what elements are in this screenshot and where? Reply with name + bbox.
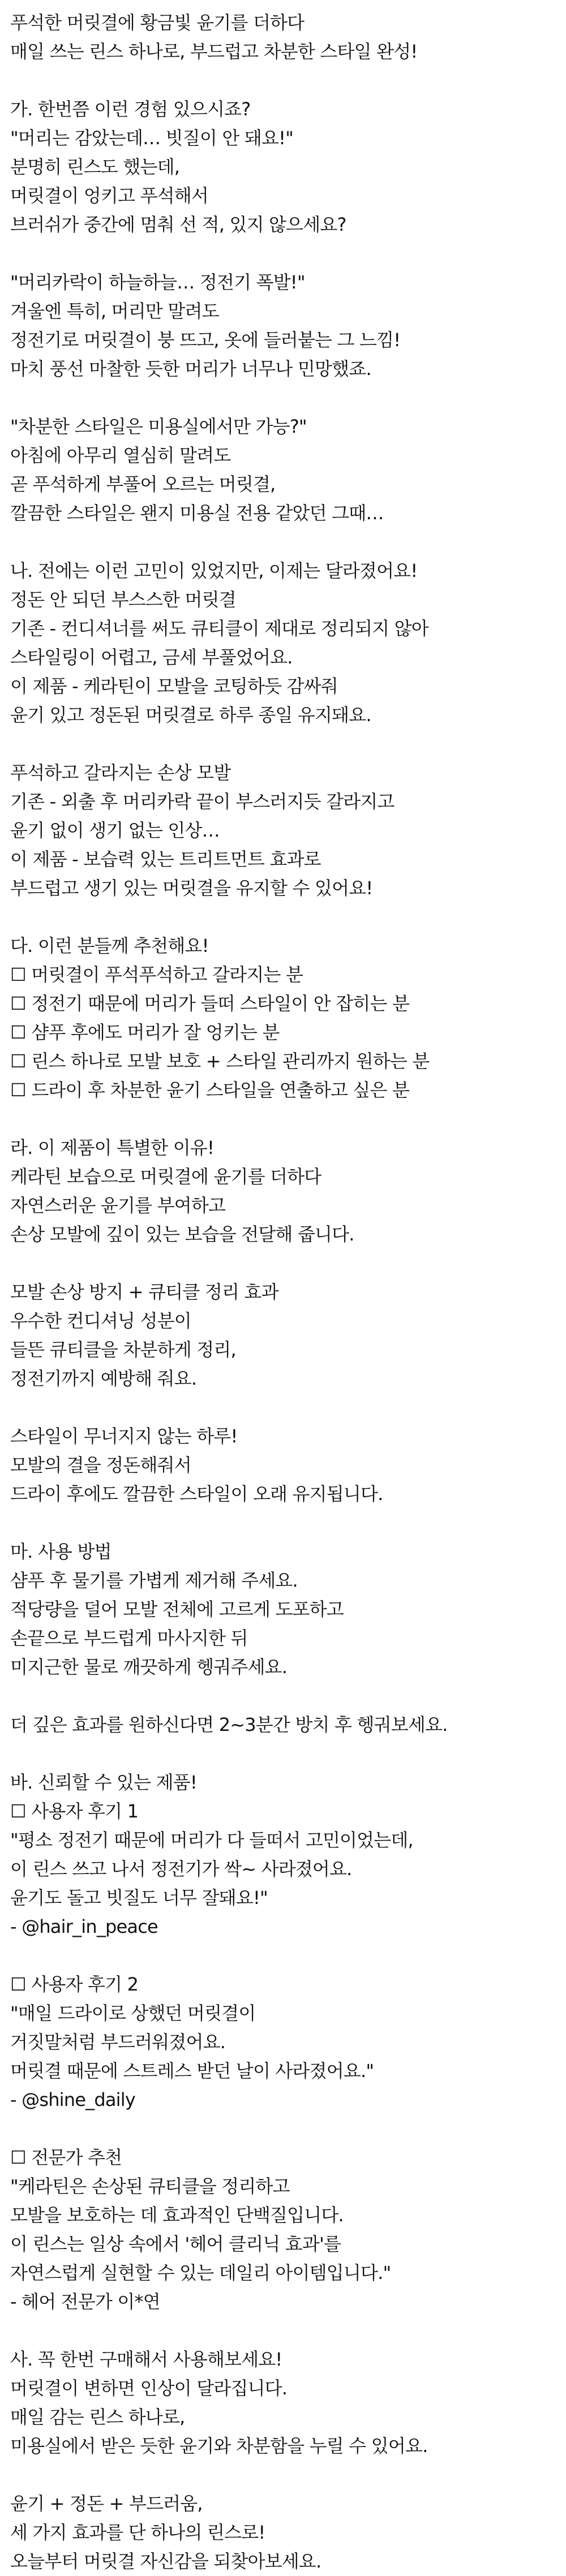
text-line: 모발의 결을 정돈해줘서	[10, 1454, 191, 1476]
text-line: 정전기로 머릿결이 붕 뜨고, 옷에 들러붙는 그 느낌!	[10, 329, 401, 351]
text-line: 브러쉬가 중간에 멈춰 선 적, 있지 않으세요?	[10, 214, 346, 235]
text-line: 가. 한번쯤 이런 경험 있으시죠?	[10, 98, 251, 120]
text-line: 우수한 컨디셔닝 성분이	[10, 1310, 191, 1332]
paragraph-gap	[10, 1739, 566, 1768]
text-line: 모발 손상 방지 + 큐티클 정리 효과	[10, 1281, 278, 1303]
paragraph	[10, 95, 566, 239]
paragraph-gap	[10, 1105, 566, 1134]
text-line: 모발을 보호하는 데 효과적인 단백질입니다.	[10, 2204, 344, 2226]
text-line: 기존 - 외출 후 머리카락 끝이 부스러지듯 갈라지고	[10, 791, 395, 812]
paragraph	[10, 2143, 566, 2316]
text-line: 자연스럽게 실현할 수 있는 데일리 아이템입니다."	[10, 2262, 391, 2284]
text-line: ☐ 샴푸 후에도 머리가 잘 엉키는 분	[10, 1022, 280, 1043]
paragraph	[10, 2489, 566, 2576]
paragraph	[10, 557, 566, 730]
text-line: 머릿결이 엉키고 푸석해서	[10, 185, 208, 206]
paragraph-gap	[10, 903, 566, 932]
text-line: 정전기까지 예방해 줘요.	[10, 1368, 197, 1389]
text-line: 미지근한 물로 깨끗하게 헹궈주세요.	[10, 1656, 288, 1678]
text-line: 윤기도 돌고 빗질도 너무 잘돼요!"	[10, 1887, 268, 1909]
text-line: ☐ 린스 하나로 모발 보호 + 스타일 관리까지 원하는 분	[10, 1050, 430, 1072]
paragraph	[10, 268, 566, 384]
text-line: 케라틴 보습으로 머릿결에 윤기를 더하다	[10, 1166, 321, 1187]
text-line: - 헤어 전문가 이*연	[10, 2291, 160, 2312]
text-line: 스타일이 무너지지 않는 하루!	[10, 1425, 238, 1447]
text-line: - @shine_daily	[10, 2089, 135, 2110]
text-line: 드라이 후에도 깔끔한 스타일이 오래 유지됩니다.	[10, 1483, 383, 1505]
text-line: 샴푸 후 물기를 가볍게 제거해 주세요.	[10, 1570, 298, 1591]
text-line: 윤기 없이 생기 없는 인상…	[10, 820, 220, 841]
text-line: 매일 쓰는 린스 하나로, 부드럽고 차분한 스타일 완성!	[10, 41, 418, 62]
text-line: 바. 신뢰할 수 있는 제품!	[10, 1772, 197, 1793]
paragraph	[10, 2345, 566, 2461]
text-line: 윤기 있고 정돈된 머릿결로 하루 종일 유지돼요.	[10, 704, 371, 726]
text-line: 오늘부터 머릿결 자신감을 되찾아보세요.	[10, 2551, 321, 2572]
paragraph	[10, 8, 566, 66]
paragraph	[10, 1422, 566, 1509]
text-line: 이 제품 - 보습력 있는 트리트먼트 효과로	[10, 848, 321, 870]
paragraph-gap	[10, 239, 566, 268]
paragraph-gap	[10, 384, 566, 412]
text-line: 푸석한 머릿결에 황금빛 윤기를 더하다	[10, 12, 305, 33]
text-line: 매일 감는 린스 하나로,	[10, 2406, 185, 2428]
text-line: 미용실에서 받은 듯한 윤기와 차분함을 누릴 수 있어요.	[10, 2435, 428, 2457]
paragraph-gap	[10, 66, 566, 95]
text-line: 사. 꼭 한번 구매해서 사용해보세요!	[10, 2349, 282, 2370]
paragraph-gap	[10, 2114, 566, 2143]
paragraph-gap	[10, 528, 566, 557]
text-line: 마치 풍선 마찰한 듯한 머리가 너무나 민망했죠.	[10, 358, 371, 380]
text-line: 겨울엔 특히, 머리만 말려도	[10, 300, 219, 322]
text-line: ☐ 정전기 때문에 머리가 들떠 스타일이 안 잡히는 분	[10, 993, 410, 1014]
text-line: 자연스러운 윤기를 부여하고	[10, 1195, 226, 1216]
text-line: 부드럽고 생기 있는 머릿결을 유지할 수 있어요!	[10, 877, 373, 899]
paragraph	[10, 1711, 566, 1739]
paragraph	[10, 759, 566, 903]
text-line: - @hair_in_peace	[10, 1916, 158, 1937]
text-line: 손상 모발에 깊이 있는 보습을 전달해 줍니다.	[10, 1224, 354, 1245]
paragraph-gap	[10, 2316, 566, 2345]
text-line: "평소 정전기 때문에 머리가 다 들떠서 고민이었는데,	[10, 1829, 413, 1851]
paragraph	[10, 1278, 566, 1393]
paragraph	[10, 1537, 566, 1682]
paragraph-gap	[10, 2461, 566, 2489]
text-line: 머릿결 때문에 스트레스 받던 날이 사라졌어요."	[10, 2060, 374, 2082]
text-line: 이 제품 - 케라틴이 모발을 코팅하듯 감싸줘	[10, 675, 338, 697]
text-line: 아침에 아무리 열심히 말려도	[10, 445, 231, 466]
paragraph	[10, 1768, 566, 1941]
paragraph-gap	[10, 730, 566, 759]
document-body	[0, 8, 566, 2576]
text-line: 들뜬 큐티클을 차분하게 정리,	[10, 1339, 236, 1360]
text-line: ☐ 드라이 후 차분한 윤기 스타일을 연출하고 싶은 분	[10, 1079, 410, 1101]
text-line: 곧 푸석하게 부풀어 오르는 머릿결,	[10, 473, 276, 495]
text-line: "머리카락이 하늘하늘… 정전기 폭발!"	[10, 272, 305, 293]
text-line: 윤기 + 정돈 + 부드러움,	[10, 2493, 203, 2514]
paragraph-gap	[10, 1249, 566, 1278]
paragraph	[10, 412, 566, 528]
text-line: ☐ 사용자 후기 2	[10, 1974, 139, 1995]
paragraph	[10, 1970, 566, 2114]
paragraph	[10, 1134, 566, 1249]
text-line: "머리는 감았는데… 빗질이 안 돼요!"	[10, 127, 294, 149]
paragraph-gap	[10, 1941, 566, 1970]
text-line: 기존 - 컨디셔너를 써도 큐티클이 제대로 정리되지 않아	[10, 618, 428, 639]
text-line: 더 깊은 효과를 원하신다면 2~3분간 방치 후 헹궈보세요.	[10, 1714, 448, 1735]
text-line: 정돈 안 되던 부스스한 머릿결	[10, 589, 236, 610]
text-line: ☐ 전문가 추천	[10, 2147, 122, 2168]
text-line: 라. 이 제품이 특별한 이유!	[10, 1137, 215, 1158]
text-line: "차분한 스타일은 미용실에서만 가능?"	[10, 416, 307, 437]
text-line: 분명히 린스도 했는데,	[10, 156, 180, 178]
text-line: "케라틴은 손상된 큐티클을 정리하고	[10, 2176, 290, 2197]
paragraph-gap	[10, 1682, 566, 1711]
text-line: 깔끔한 스타일은 왠지 미용실 전용 같았던 그때…	[10, 502, 384, 524]
paragraph	[10, 932, 566, 1105]
text-line: 세 가지 효과를 단 하나의 린스로!	[10, 2522, 265, 2543]
text-line: 거짓말처럼 부드러워졌어요.	[10, 2031, 226, 2053]
text-line: 손끝으로 부드럽게 마사지한 뒤	[10, 1627, 248, 1649]
text-line: "매일 드라이로 상했던 머릿결이	[10, 2002, 256, 2024]
text-line: 적당량을 덜어 모발 전체에 고르게 도포하고	[10, 1599, 344, 1620]
text-line: 머릿결이 변하면 인상이 달라집니다.	[10, 2377, 288, 2399]
text-line: ☐ 사용자 후기 1	[10, 1800, 139, 1822]
text-line: 푸석하고 갈라지는 손상 모발	[10, 762, 231, 783]
text-line: 스타일링이 어렵고, 금세 부풀었어요.	[10, 647, 293, 668]
text-line: 다. 이런 분들께 추천해요!	[10, 935, 209, 957]
text-line: ☐ 머릿결이 푸석푸석하고 갈라지는 분	[10, 964, 303, 985]
text-line: 마. 사용 방법	[10, 1541, 112, 1562]
paragraph-gap	[10, 1393, 566, 1422]
paragraph-gap	[10, 1509, 566, 1537]
text-line: 이 린스 쓰고 나서 정전기가 싹~ 사라졌어요.	[10, 1858, 352, 1880]
text-line: 나. 전에는 이런 고민이 있었지만, 이제는 달라졌어요!	[10, 560, 418, 581]
text-line: 이 린스는 일상 속에서 '헤어 클리닉 효과'를	[10, 2233, 341, 2255]
